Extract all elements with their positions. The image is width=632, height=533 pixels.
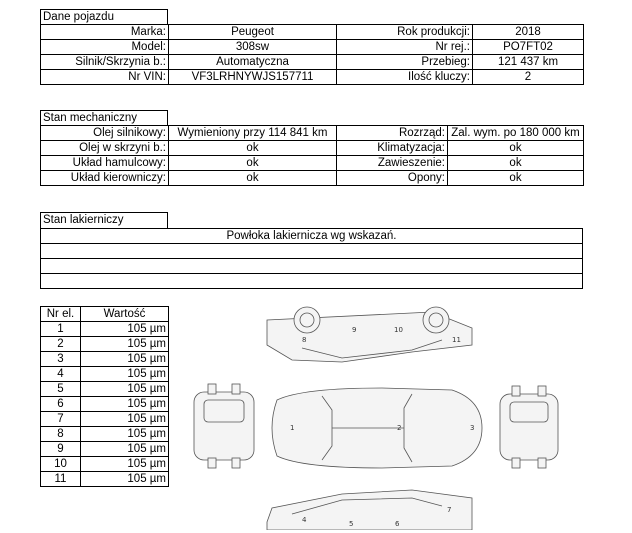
- table-row: [41, 457, 169, 472]
- vehicle-table: [40, 24, 584, 85]
- row-value: Peugeot: [169, 25, 337, 40]
- row-label: Rozrząd:: [337, 126, 448, 141]
- element-number: 4: [41, 367, 81, 382]
- row-value: PO7FT02: [473, 40, 584, 55]
- table-row: [41, 412, 169, 427]
- row-label: Klimatyzacja:: [337, 141, 448, 156]
- row-label: Nr VIN:: [41, 70, 169, 85]
- diagram-number: 7: [447, 506, 452, 514]
- element-thickness: 105 µm: [81, 352, 169, 367]
- element-number: 11: [41, 472, 81, 487]
- element-thickness: 105 µm: [81, 457, 169, 472]
- row-label: Ilość kluczy:: [337, 70, 473, 85]
- car-diagram-svg: [182, 300, 602, 530]
- row-label: Olej silnikowy:: [41, 126, 169, 141]
- row-label: Układ hamulcowy:: [41, 156, 169, 171]
- row-value: ok: [448, 171, 584, 186]
- table-row: [41, 322, 169, 337]
- diagram-number: 10: [394, 326, 403, 334]
- table-row: [41, 367, 169, 382]
- row-label: Zawieszenie:: [337, 156, 448, 171]
- row-label: Układ kierowniczy:: [41, 171, 169, 186]
- element-thickness: 105 µm: [81, 382, 169, 397]
- row-label: Rok produkcji:: [337, 25, 473, 40]
- measurements-header-nr: Nr el.: [41, 307, 81, 322]
- vehicle-section-title: Dane pojazdu: [40, 9, 168, 25]
- car-rear-view: [500, 386, 558, 468]
- diagram-number: 6: [395, 520, 400, 528]
- element-number: 8: [41, 427, 81, 442]
- row-label: Nr rej.:: [337, 40, 473, 55]
- element-thickness: 105 µm: [81, 442, 169, 457]
- row-label: Przebieg:: [337, 55, 473, 70]
- row-value: Zal. wym. po 180 000 km: [448, 126, 584, 141]
- element-number: 6: [41, 397, 81, 412]
- paint-table: [40, 228, 583, 289]
- element-thickness: 105 µm: [81, 337, 169, 352]
- element-number: 2: [41, 337, 81, 352]
- diagram-number: 3: [470, 424, 475, 432]
- element-number: 1: [41, 322, 81, 337]
- row-value: Automatyczna: [169, 55, 337, 70]
- row-value: 2018: [473, 25, 584, 40]
- row-label: Marka:: [41, 25, 169, 40]
- diagram-number: 1: [290, 424, 295, 432]
- table-row: [41, 352, 169, 367]
- row-label: Silnik/Skrzynia b.:: [41, 55, 169, 70]
- table-row: [41, 156, 584, 171]
- table-row: [41, 397, 169, 412]
- table-row: [41, 382, 169, 397]
- element-number: 3: [41, 352, 81, 367]
- diagram-number: 8: [302, 336, 307, 344]
- mechanical-section-title: Stan mechaniczny: [40, 110, 168, 126]
- element-thickness: 105 µm: [81, 367, 169, 382]
- car-side-view-top: [267, 307, 472, 362]
- element-number: 9: [41, 442, 81, 457]
- table-row: [41, 141, 584, 156]
- table-row: [41, 25, 584, 40]
- car-top-view: [272, 388, 482, 468]
- row-value: ok: [169, 141, 337, 156]
- table-row: [41, 442, 169, 457]
- element-thickness: 105 µm: [81, 427, 169, 442]
- car-side-view-bottom: [267, 490, 472, 530]
- row-value: 121 437 km: [473, 55, 584, 70]
- car-front-view: [194, 384, 254, 468]
- paint-section-title: Stan lakierniczy: [40, 212, 168, 228]
- row-value: ok: [448, 141, 584, 156]
- paint-empty-row: [41, 274, 583, 289]
- diagram-number: 11: [452, 336, 461, 344]
- row-value: ok: [448, 156, 584, 171]
- diagram-number: 2: [397, 424, 402, 432]
- table-row: [41, 70, 584, 85]
- diagram-number: 4: [302, 516, 307, 524]
- table-row: [41, 171, 584, 186]
- table-row: [41, 427, 169, 442]
- row-label: Opony:: [337, 171, 448, 186]
- element-thickness: 105 µm: [81, 412, 169, 427]
- paint-empty-row: [41, 259, 583, 274]
- row-label: Model:: [41, 40, 169, 55]
- element-thickness: 105 µm: [81, 472, 169, 487]
- table-row: [41, 337, 169, 352]
- table-row: [41, 472, 169, 487]
- element-number: 7: [41, 412, 81, 427]
- diagram-number: 9: [352, 326, 357, 334]
- mechanical-table: [40, 125, 584, 186]
- row-value: Wymieniony przy 114 841 km: [169, 126, 337, 141]
- table-row: [41, 40, 584, 55]
- element-thickness: 105 µm: [81, 322, 169, 337]
- paint-empty-row: [41, 244, 583, 259]
- element-number: 10: [41, 457, 81, 472]
- measurements-table: [40, 306, 169, 487]
- row-value: VF3LRHNYWJS157711: [169, 70, 337, 85]
- row-value: ok: [169, 171, 337, 186]
- row-value: 308sw: [169, 40, 337, 55]
- row-value: ok: [169, 156, 337, 171]
- table-row: [41, 126, 584, 141]
- diagram-number: 5: [349, 520, 354, 528]
- paint-note: Powłoka lakiernicza wg wskazań.: [41, 229, 583, 244]
- row-label: Olej w skrzyni b.:: [41, 141, 169, 156]
- measurements-header-value: Wartość: [81, 307, 169, 322]
- car-damage-diagram: [182, 300, 602, 530]
- element-thickness: 105 µm: [81, 397, 169, 412]
- row-value: 2: [473, 70, 584, 85]
- table-row: [41, 55, 584, 70]
- element-number: 5: [41, 382, 81, 397]
